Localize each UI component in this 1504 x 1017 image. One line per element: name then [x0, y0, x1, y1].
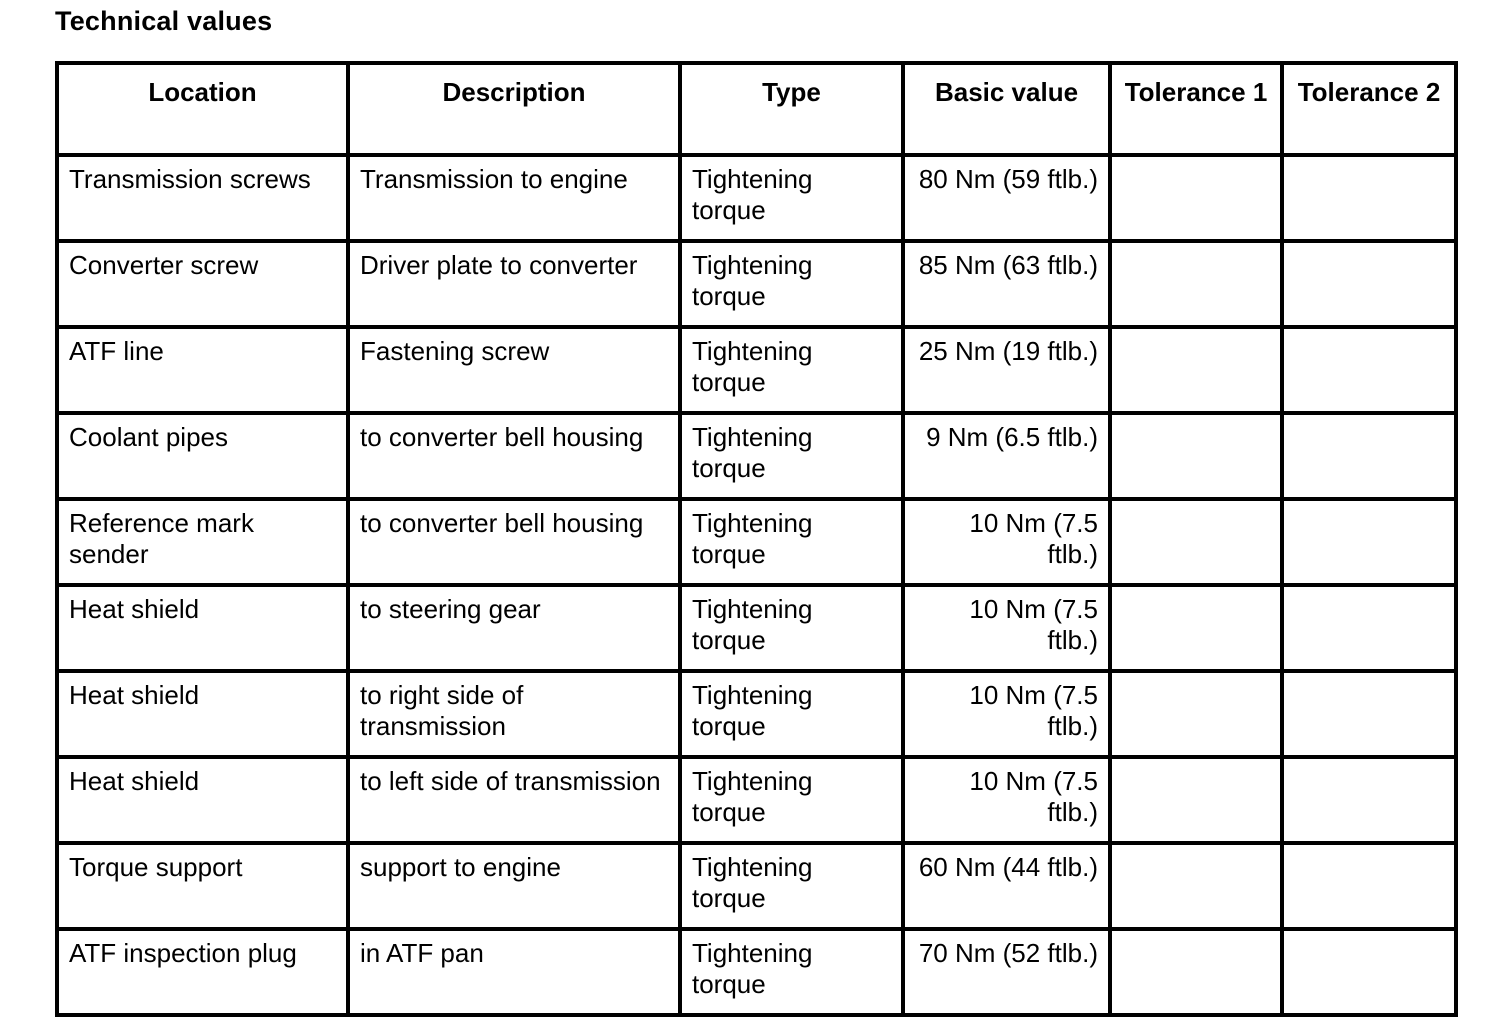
cell-tolerance-1: [1110, 327, 1282, 413]
cell-description: Fastening screw: [348, 327, 680, 413]
cell-description: Transmission to engine: [348, 155, 680, 241]
cell-type: Tightening torque: [680, 757, 903, 843]
cell-description: to converter bell housing: [348, 499, 680, 585]
cell-location: Transmission screws: [57, 155, 348, 241]
cell-tolerance-1: [1110, 155, 1282, 241]
cell-type: Tightening torque: [680, 671, 903, 757]
header-basic-value: Basic value: [903, 63, 1110, 155]
table-row: [57, 929, 1456, 1015]
table-row: [57, 585, 1456, 671]
cell-location: ATF line: [57, 327, 348, 413]
cell-tolerance-2: [1282, 929, 1456, 1015]
cell-type: Tightening torque: [680, 929, 903, 1015]
cell-tolerance-1: [1110, 929, 1282, 1015]
cell-tolerance-1: [1110, 413, 1282, 499]
cell-description: to converter bell housing: [348, 413, 680, 499]
cell-tolerance-1: [1110, 499, 1282, 585]
cell-basic-value: 70 Nm (52 ftlb.): [903, 929, 1110, 1015]
table-row: [57, 843, 1456, 929]
cell-type: Tightening torque: [680, 241, 903, 327]
cell-location: Coolant pipes: [57, 413, 348, 499]
cell-type: Tightening torque: [680, 413, 903, 499]
technical-values-table: [55, 61, 1458, 1017]
cell-location: Heat shield: [57, 757, 348, 843]
table-row: [57, 327, 1456, 413]
table-header-row: [57, 63, 1456, 155]
cell-description: in ATF pan: [348, 929, 680, 1015]
cell-tolerance-2: [1282, 327, 1456, 413]
header-type: Type: [680, 63, 903, 155]
cell-type: Tightening torque: [680, 155, 903, 241]
page-title: Technical values: [55, 6, 273, 36]
cell-tolerance-2: [1282, 585, 1456, 671]
cell-location: ATF inspection plug: [57, 929, 348, 1015]
table-row: [57, 413, 1456, 499]
cell-description: to right side of transmission: [348, 671, 680, 757]
cell-basic-value: 9 Nm (6.5 ftlb.): [903, 413, 1110, 499]
cell-type: Tightening torque: [680, 585, 903, 671]
cell-type: Tightening torque: [680, 843, 903, 929]
cell-tolerance-2: [1282, 499, 1456, 585]
table-row: [57, 155, 1456, 241]
header-tolerance-1: Tolerance 1: [1110, 63, 1282, 155]
table-row: [57, 241, 1456, 327]
header-tolerance-2: Tolerance 2: [1282, 63, 1456, 155]
cell-location: Reference mark sender: [57, 499, 348, 585]
cell-tolerance-2: [1282, 241, 1456, 327]
cell-basic-value: 10 Nm (7.5 ftlb.): [903, 671, 1110, 757]
cell-basic-value: 10 Nm (7.5 ftlb.): [903, 757, 1110, 843]
cell-type: Tightening torque: [680, 499, 903, 585]
cell-tolerance-2: [1282, 155, 1456, 241]
cell-tolerance-2: [1282, 413, 1456, 499]
cell-basic-value: 10 Nm (7.5 ftlb.): [903, 585, 1110, 671]
cell-type: Tightening torque: [680, 327, 903, 413]
cell-description: to steering gear: [348, 585, 680, 671]
cell-basic-value: 25 Nm (19 ftlb.): [903, 327, 1110, 413]
cell-location: Converter screw: [57, 241, 348, 327]
cell-basic-value: 80 Nm (59 ftlb.): [903, 155, 1110, 241]
cell-tolerance-2: [1282, 843, 1456, 929]
cell-tolerance-1: [1110, 671, 1282, 757]
table-row: [57, 757, 1456, 843]
cell-tolerance-2: [1282, 757, 1456, 843]
cell-tolerance-1: [1110, 757, 1282, 843]
cell-tolerance-2: [1282, 671, 1456, 757]
cell-tolerance-1: [1110, 843, 1282, 929]
cell-location: Heat shield: [57, 585, 348, 671]
header-location: Location: [57, 63, 348, 155]
cell-description: to left side of transmission: [348, 757, 680, 843]
cell-tolerance-1: [1110, 585, 1282, 671]
cell-basic-value: 10 Nm (7.5 ftlb.): [903, 499, 1110, 585]
table-row: [57, 671, 1456, 757]
cell-basic-value: 60 Nm (44 ftlb.): [903, 843, 1110, 929]
cell-basic-value: 85 Nm (63 ftlb.): [903, 241, 1110, 327]
header-description: Description: [348, 63, 680, 155]
cell-description: Driver plate to converter: [348, 241, 680, 327]
cell-tolerance-1: [1110, 241, 1282, 327]
cell-description: support to engine: [348, 843, 680, 929]
cell-location: Heat shield: [57, 671, 348, 757]
cell-location: Torque support: [57, 843, 348, 929]
table-row: [57, 499, 1456, 585]
